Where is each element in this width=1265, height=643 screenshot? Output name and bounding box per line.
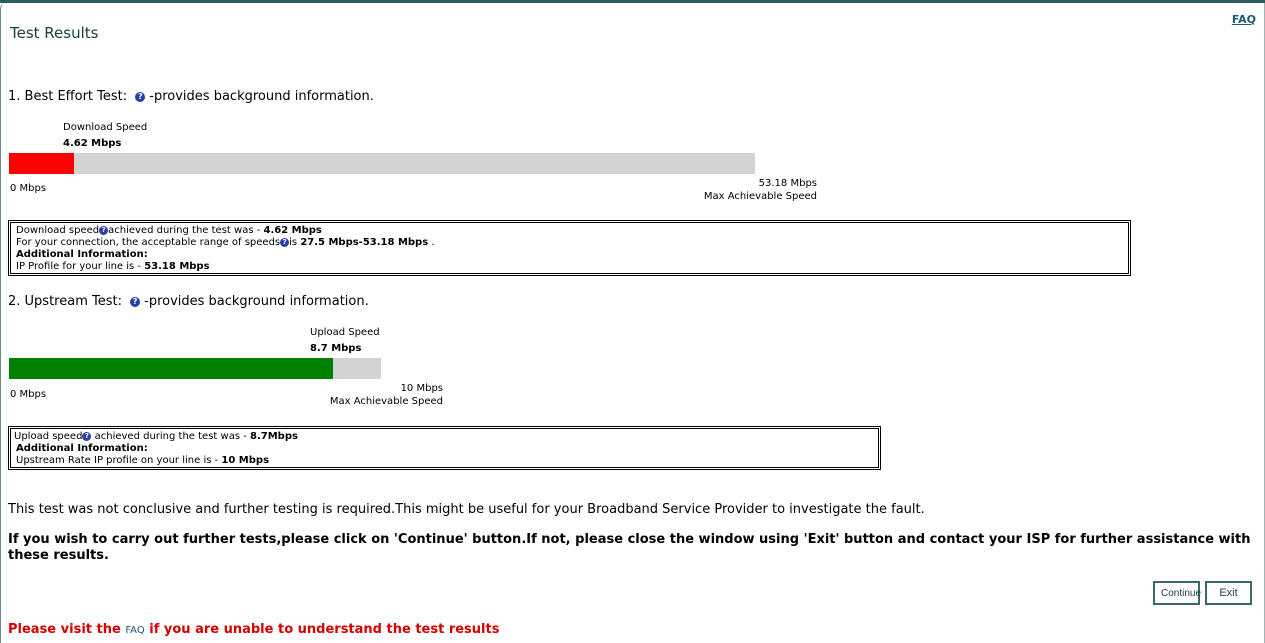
help-icon[interactable]: ?: [130, 297, 140, 307]
acceptable-range-value: 27.5 Mbps-53.18 Mbps: [300, 237, 429, 248]
download-speed-bar-fill: [9, 153, 74, 174]
info-text: Upstream Rate IP profile on your line is -: [16, 455, 222, 466]
inconclusive-message: This test was not conclusive and further testing is required.This might be useful for your Broadband Service Provider to investigate the fault.: [8, 502, 925, 517]
upstream-heading-label: 2. Upstream Test:: [8, 294, 122, 309]
help-icon[interactable]: ?: [82, 432, 91, 441]
help-icon[interactable]: ?: [280, 238, 289, 247]
download-max-block: [600, 177, 817, 203]
download-min-label: 0 Mbps: [10, 183, 47, 194]
upload-speed-value: 8.7 Mbps: [310, 343, 362, 354]
download-info-box: [8, 220, 1131, 276]
info-text: achieved during the test was -: [108, 225, 264, 236]
upstream-heading-suffix: -provides background information.: [144, 294, 369, 309]
upload-max-caption: Max Achievable Speed: [329, 396, 443, 407]
upload-speed-bar-fill: [9, 358, 333, 379]
upload-speed-bar: [9, 358, 381, 379]
download-speed-value: 4.62 Mbps: [63, 138, 122, 149]
ip-profile-line: [16, 261, 1124, 273]
info-text: is: [289, 237, 301, 248]
best-effort-heading: [8, 89, 374, 104]
info-text: .: [428, 237, 435, 248]
upstream-heading: [8, 294, 369, 309]
help-icon[interactable]: ?: [135, 92, 145, 102]
upload-info-box: [8, 426, 881, 470]
download-max-value: 53.18 Mbps: [758, 178, 817, 189]
upload-speed-label: Upload Speed: [310, 327, 380, 338]
info-text: Download speed: [16, 225, 100, 236]
continue-button[interactable]: Continue: [1153, 581, 1200, 605]
upstream-ip-profile-line: [14, 455, 874, 467]
upload-min-label: 0 Mbps: [10, 389, 47, 400]
upload-info-line: [14, 431, 874, 443]
download-achieved-value: 4.62 Mbps: [263, 225, 322, 236]
help-icon[interactable]: ?: [99, 226, 108, 235]
upstream-ip-profile-value: 10 Mbps: [221, 455, 270, 466]
footer-text: if you are unable to understand the test results: [144, 622, 500, 637]
additional-info-heading: Additional Information:: [16, 443, 148, 454]
download-max-caption: Max Achievable Speed: [703, 191, 817, 202]
faq-link[interactable]: FAQ: [1231, 13, 1256, 26]
info-text: For your connection, the acceptable range of speeds: [16, 237, 281, 248]
additional-info-heading: Additional Information:: [16, 249, 148, 260]
footer-faq-link[interactable]: FAQ: [125, 625, 145, 636]
instruction-message: If you wish to carry out further tests,please click on 'Continue' button.If not, please close the window using 'Exit' button and contact your ISP for further assistance with these results.: [8, 532, 1251, 563]
best-effort-heading-suffix: -provides background information.: [149, 89, 374, 104]
upload-max-block: [243, 382, 443, 408]
footer-text: Please visit the: [8, 622, 126, 637]
best-effort-heading-label: 1. Best Effort Test:: [8, 89, 128, 104]
info-text: achieved during the test was -: [91, 431, 251, 442]
footer-help-message: [8, 622, 499, 637]
download-info-line: [16, 225, 1124, 237]
download-speed-bar: [9, 153, 755, 174]
info-text: Upload speed: [14, 431, 83, 442]
page-title: Test Results: [10, 24, 99, 42]
upload-achieved-value: 8.7Mbps: [250, 431, 298, 442]
info-text: IP Profile for your line is -: [16, 261, 145, 272]
upload-max-value: 10 Mbps: [400, 383, 443, 394]
exit-button[interactable]: Exit: [1205, 581, 1252, 605]
acceptable-range-line: [16, 237, 1124, 249]
download-speed-label: Download Speed: [63, 122, 148, 133]
ip-profile-value: 53.18 Mbps: [144, 261, 210, 272]
